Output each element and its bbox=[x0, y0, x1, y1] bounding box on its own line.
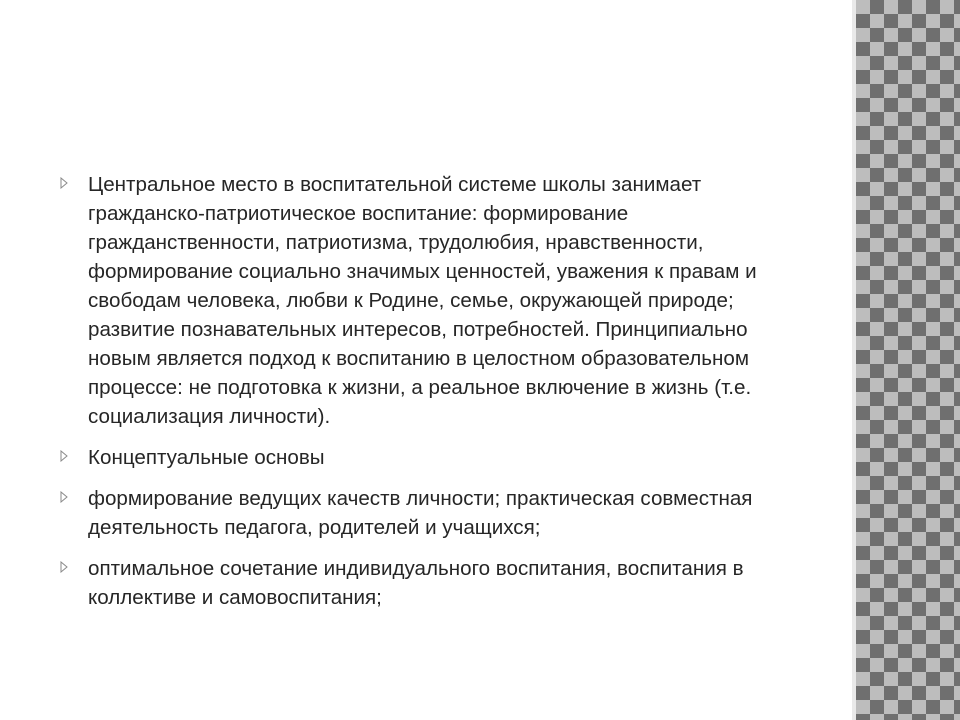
bullet-icon bbox=[60, 491, 68, 503]
bullet-item bbox=[60, 554, 780, 612]
bullet-icon bbox=[60, 561, 68, 573]
bullet-text: Концептуальные основы bbox=[88, 446, 325, 469]
bullet-text: формирование ведущих качеств личности; практическая совместная деятельность педагога, родителей и учащихся; bbox=[88, 487, 753, 539]
slide-content bbox=[60, 170, 780, 710]
bullet-icon bbox=[60, 177, 68, 189]
bullet-item bbox=[60, 443, 780, 472]
bullet-item bbox=[60, 170, 780, 431]
bullet-text: Центральное место в воспитательной системе школы занимает гражданско-патриотическое воспитание: формирование гражданственности, патриотизма, трудолюбия, нравственности, формирование социально значимых ценностей, уважения к правам и свободам человека, любви к Родине, семье, окружающей природе; развитие познавательных интересов, потребностей. Принципиально новым является подход к воспитанию в целостном образовательном процессе: не подготовка к жизни, а реальное включение в жизнь (т.е. социализация личности). bbox=[88, 173, 757, 428]
bullet-icon bbox=[60, 450, 68, 462]
bullet-list bbox=[60, 170, 780, 612]
bullet-item bbox=[60, 484, 780, 542]
bullet-text: оптимальное сочетание индивидуального воспитания, воспитания в коллективе и самовоспитания; bbox=[88, 557, 744, 609]
diamond-pattern-panel bbox=[856, 0, 960, 720]
